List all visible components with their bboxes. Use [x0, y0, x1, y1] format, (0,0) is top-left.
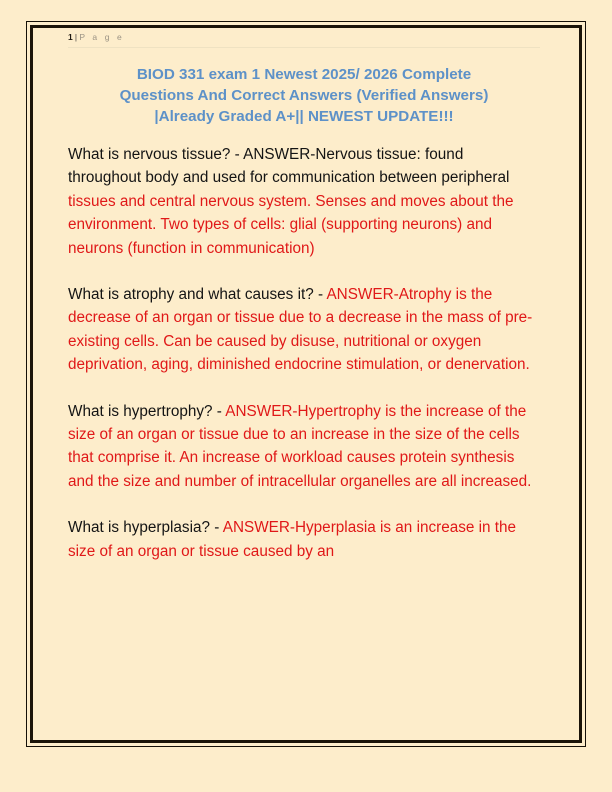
header-divider — [68, 47, 540, 48]
document-title — [68, 64, 540, 127]
qa-block — [68, 143, 540, 260]
question-text: What is nervous tissue? - ANSWER-Nervous tissue: found throughout body and used for communication between peripheral — [68, 146, 510, 187]
answer-text: ANSWER-Hypertrophy is the increase of the size of an organ or tissue due to an increase in the size of the cells that comprise it. An increase of workload causes protein synthesis and the size and number of intracellular organelles are all increased. — [68, 402, 532, 490]
header-separator: | — [74, 32, 78, 42]
header-page-word: P a g e — [79, 32, 125, 42]
qa-block — [68, 400, 540, 494]
running-header — [68, 32, 540, 47]
page-content — [68, 32, 540, 563]
answer-text: ANSWER-Atrophy is the decrease of an organ or tissue due to a decrease in the mass of pre-existing cells. Can be caused by disuse, nutritional or oxygen deprivation, aging, diminished endocrine stimulation, or denervation. — [68, 286, 533, 374]
header-page-number: 1 — [68, 32, 73, 42]
qa-block — [68, 516, 540, 563]
title-line-2: Questions And Correct Answers (Verified Answers) — [119, 87, 489, 104]
title-line-1: BIOD 331 exam 1 Newest 2025/ 2026 Complete — [136, 66, 472, 83]
qa-block — [68, 283, 540, 377]
title-line-3: |Already Graded A+|| NEWEST UPDATE!!! — [154, 108, 454, 125]
question-text: What is atrophy and what causes it? - — [68, 286, 327, 304]
answer-text: tissues and central nervous system. Senses and moves about the environment. Two types of cells: glial (supporting neurons) and neurons (function in communication) — [68, 192, 514, 257]
question-text: What is hyperplasia? - — [68, 519, 223, 537]
answer-text: ANSWER-Hyperplasia is an increase in the size of an organ or tissue caused by an — [68, 519, 517, 560]
question-text: What is hypertrophy? - — [68, 402, 226, 420]
